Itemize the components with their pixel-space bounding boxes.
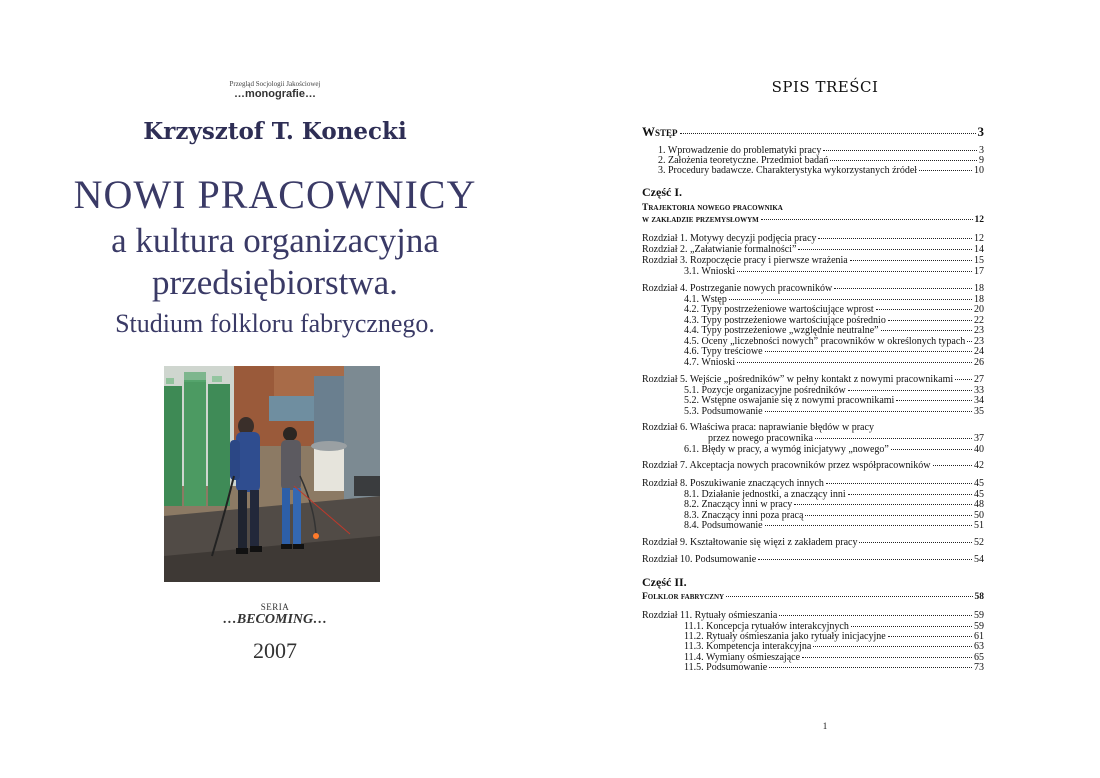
toc-leader-dots	[955, 379, 972, 380]
toc-leader-dots	[813, 646, 972, 647]
toc-entry-label: Rozdział 5. Wejście „pośredników” w pełny kontakt z nowymi pracownikami	[642, 374, 954, 385]
toc-entry-label: Rozdział 10. Podsumowanie	[642, 554, 757, 565]
toc-entry-label: 3.1. Wnioski	[684, 266, 736, 277]
toc-entry	[684, 520, 984, 531]
toc-entry-label: 8.4. Podsumowanie	[684, 520, 763, 531]
toc-leader-dots	[802, 657, 972, 658]
toc-entry	[684, 357, 984, 368]
toc-entry	[642, 592, 984, 603]
toc-entry-page: 12	[974, 215, 984, 225]
toc-entry-page: 63	[974, 641, 984, 652]
toc-entry-page: 3	[979, 145, 984, 156]
toc-leader-dots	[859, 542, 972, 543]
toc-entry-page: 61	[974, 631, 984, 642]
toc-leader-dots	[798, 249, 972, 250]
toc-leader-dots	[888, 320, 972, 321]
toc-leader-dots	[779, 615, 972, 616]
toc-entry-label: 3. Procedury badawcze. Charakterystyka wykorzystanych źródeł	[658, 165, 918, 176]
toc-title: SPIS TREŚCI	[771, 78, 879, 96]
toc-entry-label: Rozdział 9. Kształtowanie się więzi z zakładem pracy	[642, 537, 858, 548]
toc-entry	[642, 374, 984, 385]
toc-leader-dots	[737, 271, 972, 272]
toc-entry	[658, 165, 984, 176]
toc-leader-dots	[680, 133, 976, 134]
toc-leader-dots	[726, 596, 972, 597]
toc-entry-page: 10	[974, 165, 984, 176]
toc-entry-page: 26	[974, 357, 984, 368]
toc-entry-page: 3	[977, 124, 984, 139]
toc-leader-dots	[848, 494, 972, 495]
toc-entry	[642, 255, 984, 266]
toc-entry-page: 51	[974, 520, 984, 531]
toc-entry-label: 4.1. Wstęp	[684, 294, 727, 305]
toc-leader-dots	[851, 626, 972, 627]
toc-entry	[642, 478, 984, 489]
toc-entry-label: 11.2. Rytuały ośmieszania jako rytuały inicjacyjne	[684, 631, 886, 642]
toc-entry	[684, 266, 984, 277]
cover-photo	[164, 366, 380, 582]
toc-entry-label: w zakładzie przemysłowym	[642, 215, 759, 225]
toc-leader-dots	[933, 465, 972, 466]
title-line-2: a kultura organizacyjna	[111, 221, 439, 260]
toc-entry-label: 5.2. Wstępne oswajanie się z nowymi pracownikami	[684, 395, 895, 406]
toc-entry	[684, 641, 984, 652]
toc-entry-page: 45	[974, 478, 984, 489]
toc-entry-page: 48	[974, 499, 984, 510]
toc-entry	[708, 433, 984, 444]
toc-entry-page: 24	[974, 346, 984, 357]
toc-entry-label: Wstęp	[642, 124, 678, 139]
toc-entry	[642, 460, 984, 471]
toc-entry-page: 58	[974, 592, 984, 602]
toc-entry	[684, 499, 984, 510]
toc-leader-dots	[815, 438, 972, 439]
toc-entry	[642, 203, 984, 214]
toc-leader-dots	[919, 170, 972, 171]
toc-entry-page: 54	[974, 554, 984, 565]
toc-entry-label: 4.2. Typy postrzeżeniowe wartościujące wprost	[684, 304, 874, 315]
toc-entry	[642, 215, 984, 226]
toc-entry-page: 27	[974, 374, 984, 385]
toc-entry-page: 33	[974, 385, 984, 396]
toc-entry-label: Trajektoria nowego pracownika	[642, 203, 783, 213]
toc-entry-label: Rozdział 1. Motywy decyzji podjęcia pracy	[642, 233, 817, 244]
toc-entry-page: 35	[974, 406, 984, 417]
toc-leader-dots	[834, 288, 972, 289]
toc-entry-page: 59	[974, 621, 984, 632]
series-header	[0, 80, 550, 100]
toc-leader-dots	[805, 515, 972, 516]
toc-entry-page: 45	[974, 489, 984, 500]
toc-entry-label: 4.6. Typy treściowe	[684, 346, 763, 357]
toc-entry-label: Rozdział 7. Akceptacja nowych pracowników przez współpracowników	[642, 460, 931, 471]
toc-leader-dots	[765, 525, 972, 526]
book-title	[0, 170, 550, 342]
toc-entry-page: 14	[974, 244, 984, 255]
title-line-1: NOWI PRACOWNICY	[73, 172, 477, 217]
seria-label: SERIA	[260, 602, 290, 612]
toc-entry	[684, 444, 984, 455]
toc-entry	[684, 325, 984, 336]
toc-entry-label: 11.3. Kompetencja interakcyjna	[684, 641, 812, 652]
toc-leader-dots	[850, 260, 972, 261]
toc-entry-label: Rozdział 6. Właściwa praca: naprawianie błędów w pracy	[642, 422, 874, 433]
toc-entry-page: 22	[974, 315, 984, 326]
toc-entry-label: Część II.	[642, 575, 687, 589]
toc-entry-label: Rozdział 8. Poszukiwanie znaczących innych	[642, 478, 824, 489]
toc-leader-dots	[765, 411, 972, 412]
toc-entry-label: 11.1. Koncepcja rytuałów interakcyjnych	[684, 621, 849, 632]
toc-entry-page: 20	[974, 304, 984, 315]
toc-entry-label: 4.7. Wnioski	[684, 357, 736, 368]
toc-entry-label: 4.4. Typy postrzeżeniowe „względnie neutralne”	[684, 325, 879, 336]
toc-entry-label: 11.5. Podsumowanie	[684, 662, 768, 673]
toc-entry	[642, 187, 984, 198]
toc-leader-dots	[818, 238, 972, 239]
toc-entry	[684, 304, 984, 315]
journal-name: Przegląd Socjologii Jakościowej	[229, 80, 321, 88]
toc-entry	[684, 346, 984, 357]
toc-leader-dots	[769, 667, 972, 668]
toc-entry-label: Rozdział 4. Postrzeganie nowych pracowników	[642, 283, 833, 294]
toc-entry-page: 18	[974, 294, 984, 305]
toc-entry-label: Część I.	[642, 185, 682, 199]
toc-entry-label: 4.3. Typy postrzeżeniowe wartościujące pośrednio	[684, 315, 886, 326]
toc-entry	[642, 554, 984, 565]
toc-leader-dots	[830, 160, 977, 161]
toc-leader-dots	[737, 362, 972, 363]
toc-leader-dots	[891, 449, 972, 450]
toc-leader-dots	[896, 400, 972, 401]
toc-entry-page: 9	[979, 155, 984, 166]
toc-entry-label: 5.3. Podsumowanie	[684, 406, 763, 417]
toc-entry-page: 18	[974, 283, 984, 294]
series-footer	[0, 602, 550, 664]
series-name: …BECOMING…	[222, 612, 328, 627]
toc-entry-label: Folklor fabryczny	[642, 592, 725, 602]
toc-entry	[684, 395, 984, 406]
toc-entry-page: 23	[974, 325, 984, 336]
toc-entry-page: 34	[974, 395, 984, 406]
toc-leader-dots	[888, 636, 972, 637]
toc-entry	[642, 577, 984, 588]
toc-entry-label: 2. Założenia teoretyczne. Przedmiot badań	[658, 155, 829, 166]
toc-leader-dots	[826, 483, 972, 484]
toc-entry-label: 4.5. Oceny „liczebności nowych” pracowników w określonych typach	[684, 336, 966, 347]
toc-entry-page: 40	[974, 444, 984, 455]
toc-entry-label: 1. Wprowadzenie do problematyki pracy	[658, 145, 822, 156]
toc-entry	[642, 283, 984, 294]
toc-leader-dots	[848, 390, 972, 391]
page-number: 1	[822, 721, 828, 731]
toc-leader-dots	[876, 309, 972, 310]
toc-entry-page: 42	[974, 460, 984, 471]
toc-entry-label: 5.1. Pozycje organizacyjne pośredników	[684, 385, 846, 396]
toc-leader-dots	[765, 351, 972, 352]
toc-entry-page: 52	[974, 537, 984, 548]
toc-entry-label: 6.1. Błędy w pracy, a wymóg inicjatywy „nowego”	[684, 444, 889, 455]
toc-leader-dots	[729, 299, 972, 300]
toc-entry-page: 17	[974, 266, 984, 277]
toc-entry	[642, 422, 984, 433]
toc-entry-label: 8.3. Znaczący inni poza pracą	[684, 510, 804, 521]
toc-entry	[642, 233, 984, 244]
toc-entry-label: Rozdział 11. Rytuały ośmieszania	[642, 610, 778, 621]
toc-entry-page: 12	[974, 233, 984, 244]
toc-leader-dots	[758, 559, 972, 560]
toc-entry-page: 50	[974, 510, 984, 521]
publication-year: 2007	[253, 638, 297, 663]
toc-entry	[684, 406, 984, 417]
toc-leader-dots	[761, 219, 973, 220]
toc-entry-label: Rozdział 2. „Załatwianie formalności”	[642, 244, 797, 255]
toc-entry	[684, 662, 984, 673]
toc-entry-page: 15	[974, 255, 984, 266]
toc-entry	[642, 610, 984, 621]
toc-leader-dots	[794, 504, 972, 505]
toc-entry-label: 8.1. Działanie jednostki, a znaczący inni	[684, 489, 846, 500]
toc-entry-page: 23	[974, 336, 984, 347]
toc-entry-label: 8.2. Znaczący inni w pracy	[684, 499, 793, 510]
table-of-contents	[642, 0, 984, 778]
author-name: Krzysztof T. Konecki	[143, 118, 407, 145]
toc-entry	[642, 537, 984, 548]
toc-entry	[642, 244, 984, 255]
subtitle: Studium folkloru fabrycznego.	[115, 309, 435, 338]
toc-leader-dots	[881, 330, 972, 331]
toc-leader-dots	[823, 150, 977, 151]
series-monografie: …monografie…	[234, 88, 316, 100]
toc-entry-label: Rozdział 3. Rozpoczęcie pracy i pierwsze wrażenia	[642, 255, 848, 266]
toc-entry-page: 73	[974, 662, 984, 673]
toc-entry	[642, 126, 984, 137]
toc-entry-page: 37	[974, 433, 984, 444]
toc-entry-label: przez nowego pracownika	[708, 433, 813, 444]
toc-entry-label: 11.4. Wymiany ośmieszające	[684, 652, 801, 663]
toc-entry-page: 59	[974, 610, 984, 621]
toc-entry-page: 65	[974, 652, 984, 663]
title-line-3: przedsiębiorstwa.	[152, 263, 398, 302]
toc-leader-dots	[967, 341, 972, 342]
